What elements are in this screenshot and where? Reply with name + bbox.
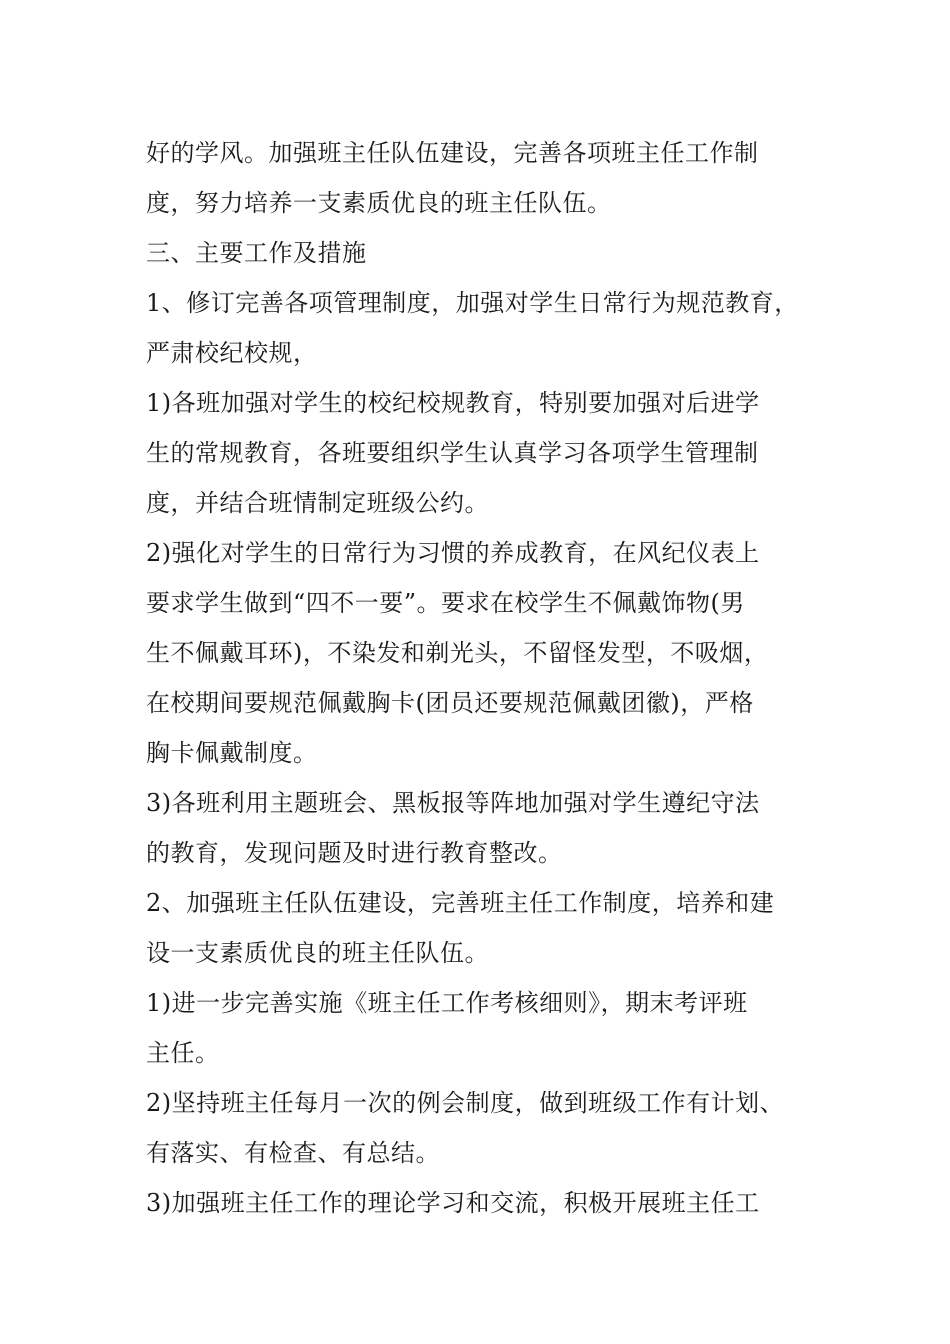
list-item: 1)各班加强对学生的校纪校规教育，特别要加强对后进学 [146, 389, 760, 417]
list-item: 1)进一步完善实施《班主任工作考核细则》，期末考评班 [146, 989, 748, 1017]
document-body [146, 128, 836, 1228]
text-line: 生不佩戴耳环)，不染发和剃光头，不留怪发型，不吸烟， [146, 639, 769, 667]
text-line: 生的常规教育，各班要组织学生认真学习各项学生管理制 [146, 439, 759, 467]
text-line: 好的学风。加强班主任队伍建设，完善各项班主任工作制 [146, 139, 759, 167]
list-item-heading: 1、修订完善各项管理制度，加强对学生日常行为规范教育， [146, 289, 799, 317]
text-line: 的教育，发现问题及时进行教育整改。 [146, 839, 563, 867]
list-item: 2)强化对学生的日常行为习惯的养成教育，在风纪仪表上 [146, 539, 760, 567]
text-line: 在校期间要规范佩戴胸卡(团员还要规范佩戴团徽)，严格 [146, 689, 754, 717]
list-item-heading: 2、加强班主任队伍建设，完善班主任工作制度，培养和建 [146, 889, 775, 917]
text-line: 度，努力培养一支素质优良的班主任队伍。 [146, 189, 612, 217]
list-item: 2)坚持班主任每月一次的例会制度，做到班级工作有计划、 [146, 1089, 785, 1117]
text-line: 胸卡佩戴制度。 [146, 739, 318, 767]
text-line: 有落实、有检查、有总结。 [146, 1139, 440, 1167]
text-line: 严肃校纪校规， [146, 339, 318, 367]
list-item: 3)各班利用主题班会、黑板报等阵地加强对学生遵纪守法 [146, 789, 760, 817]
text-line: 设一支素质优良的班主任队伍。 [146, 939, 489, 967]
text-line: 度，并结合班情制定班级公约。 [146, 489, 489, 517]
section-heading: 三、主要工作及措施 [146, 239, 367, 267]
list-item: 3)加强班主任工作的理论学习和交流，积极开展班主任工 [146, 1189, 760, 1217]
text-line: 主任。 [146, 1039, 220, 1067]
text-line: 要求学生做到“四不一要”。要求在校学生不佩戴饰物(男 [146, 589, 745, 617]
